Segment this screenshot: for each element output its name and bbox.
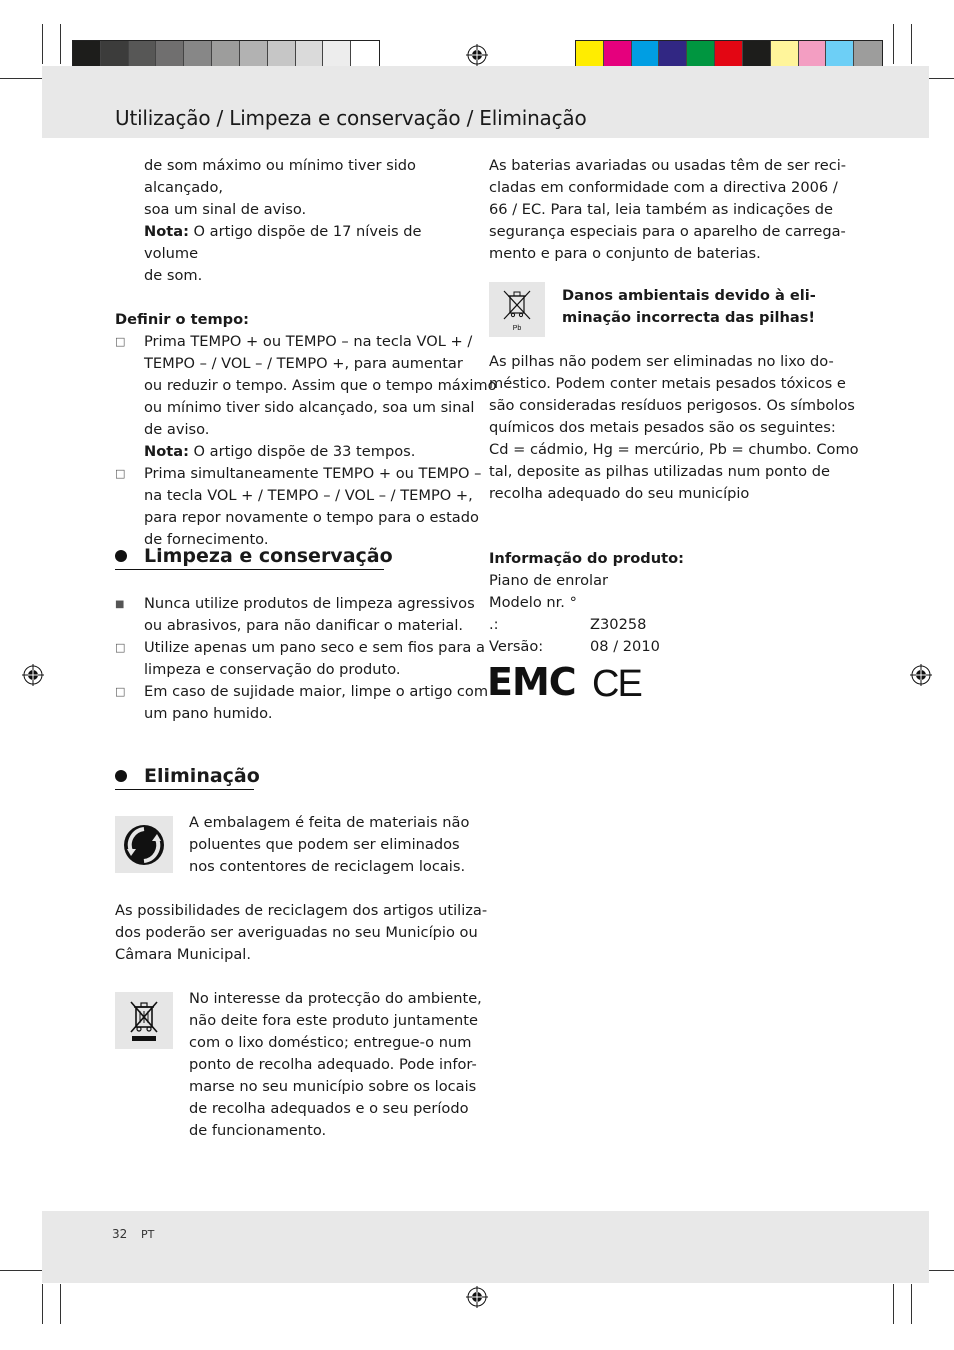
model-row <box>489 592 849 636</box>
color-swatch <box>826 41 854 68</box>
recycling-text <box>115 900 488 966</box>
color-swatch <box>240 41 268 68</box>
checkbox-bullet-icon: □ <box>115 641 126 654</box>
color-swatch <box>129 41 157 68</box>
color-swatch <box>156 41 184 68</box>
text-line: não deite fora este produto juntamente <box>189 1012 479 1029</box>
text-line: Prima simultaneamente TEMPO + ou TEMPO – <box>144 465 482 482</box>
text-line: nos contentores de reciclagem locais. <box>189 858 466 875</box>
checkbox-bullet-icon: □ <box>115 467 126 480</box>
text-line: químicos dos metais pesados são os seguintes: <box>489 419 836 436</box>
text-line: Cd = cádmio, Hg = mercúrio, Pb = chumbo. Como <box>489 441 859 458</box>
text-line: na tecla VOL + / TEMPO – / VOL – / TEMPO +, <box>144 487 473 504</box>
text-line: segurança especiais para o aparelho de carrega- <box>489 223 846 240</box>
color-swatch <box>73 41 101 68</box>
color-swatch <box>296 41 324 68</box>
text-line: de som máximo ou mínimo tiver sido alcançado, <box>144 157 416 196</box>
note-label: Nota: <box>144 223 189 240</box>
text-line: No interesse da protecção do ambiente, <box>189 990 482 1007</box>
text-line: As possibilidades de reciclagem dos artigos utiliza- <box>115 902 488 919</box>
text-line: são consideradas resíduos perigosos. Os símbolos <box>489 397 855 414</box>
text-line: Nunca utilize produtos de limpeza agressivos <box>144 595 475 612</box>
text-line: méstico. Podem conter metais pesados tóxicos e <box>489 375 846 392</box>
color-swatch <box>771 41 799 68</box>
text-line: ponto de recolha adequado. Pode infor- <box>189 1056 477 1073</box>
text-line: Danos ambientais devido à eli- <box>562 287 816 304</box>
color-swatch <box>715 41 743 68</box>
text-line: de funcionamento. <box>189 1122 327 1139</box>
section-heading-cleaning <box>115 545 393 567</box>
checkbox-bullet-icon: □ <box>115 685 126 698</box>
battery-warning <box>562 285 852 329</box>
section-underline <box>115 569 384 570</box>
list-item <box>115 463 482 551</box>
bullet-dot-icon <box>115 770 127 782</box>
text-line: recolha adequado do seu município <box>489 485 750 502</box>
tempo-heading: Definir o tempo: <box>115 311 249 328</box>
battery-icon-label: Pb <box>512 324 522 332</box>
color-swatch <box>101 41 129 68</box>
section-title: Eliminação <box>144 765 260 787</box>
gray-color-bar <box>72 40 380 69</box>
color-swatch <box>576 41 604 68</box>
note-text: O artigo dispõe de 17 níveis de volume <box>144 223 422 262</box>
page-number: 32 <box>112 1227 128 1241</box>
list-item <box>115 331 497 463</box>
text-line: de recolha adequados e o seu período <box>189 1100 469 1117</box>
text-line: poluentes que podem ser eliminados <box>189 836 460 853</box>
color-swatch <box>323 41 351 68</box>
heavy-metal-text <box>489 351 859 505</box>
registration-mark-icon <box>22 664 44 686</box>
version-value: 08 / 2010 <box>590 638 660 655</box>
left-column-top <box>115 155 497 551</box>
text-line: ou reduzir o tempo. Assim que o tempo máximo <box>144 377 497 394</box>
emc-mark: EMC <box>487 660 576 704</box>
footer-band <box>42 1211 929 1283</box>
square-bullet-icon: ■ <box>115 599 125 610</box>
color-swatch <box>659 41 687 68</box>
ce-mark: CE <box>592 663 641 705</box>
battery-bin-icon <box>489 282 545 337</box>
model-value: Z30258 <box>590 616 647 633</box>
color-swatch <box>854 41 882 68</box>
text-line: dos poderão ser averiguadas no seu Município ou <box>115 924 478 941</box>
checkbox-bullet-icon: □ <box>115 335 126 348</box>
color-swatch <box>212 41 240 68</box>
note-paragraph <box>144 221 470 265</box>
color-swatch <box>799 41 827 68</box>
text-line: Utilize apenas um pano seco e sem fios para a <box>144 639 485 656</box>
text-line: Câmara Municipal. <box>115 946 251 963</box>
packaging-text <box>189 812 469 878</box>
recycling-icon <box>115 816 173 873</box>
section-title: Limpeza e conservação <box>144 545 393 567</box>
text-line: de fornecimento. <box>144 531 269 548</box>
text-line: de som. <box>144 267 203 284</box>
text-line: Em caso de sujidade maior, limpe o artigo com <box>144 683 489 700</box>
color-swatch <box>632 41 660 68</box>
text-line: cladas em conformidade com a directiva 2006 / <box>489 179 838 196</box>
text-line: para repor novamente o tempo para o estado <box>144 509 479 526</box>
page-title: Utilização / Limpeza e conservação / Eliminação <box>115 106 587 130</box>
list-item <box>115 637 485 681</box>
version-row <box>489 636 849 658</box>
text-line: TEMPO – / VOL – / TEMPO +, para aumentar <box>144 355 463 372</box>
color-swatch <box>351 41 379 68</box>
text-line: limpeza e conservação do produto. <box>144 661 401 678</box>
text-line: Prima TEMPO + ou TEMPO – na tecla VOL + / <box>144 333 473 350</box>
crossed-bin-icon <box>115 992 173 1049</box>
text-line: de aviso. <box>144 421 210 438</box>
note-paragraph <box>144 441 470 463</box>
registration-mark-icon <box>910 664 932 686</box>
color-swatch <box>268 41 296 68</box>
text-line: ou mínimo tiver sido alcançado, soa um sinal <box>144 399 475 416</box>
process-color-bar <box>575 40 883 69</box>
version-label: Versão: <box>489 638 544 655</box>
text-line: minação incorrecta das pilhas! <box>562 309 816 326</box>
note-text: O artigo dispõe de 33 tempos. <box>188 443 416 460</box>
text-line: A embalagem é feita de materiais não <box>189 814 470 831</box>
weee-text <box>189 988 482 1142</box>
text-line: As pilhas não podem ser eliminadas no lixo do- <box>489 353 834 370</box>
text-line: As baterias avariadas ou usadas têm de ser reci- <box>489 157 847 174</box>
model-label: Modelo nr. ° .: <box>489 594 577 633</box>
text-line: soa um sinal de aviso. <box>144 201 307 218</box>
list-item <box>115 593 475 637</box>
color-swatch <box>743 41 771 68</box>
registration-mark-icon <box>466 1286 488 1308</box>
list-item <box>115 681 489 725</box>
registration-mark-icon <box>466 44 488 66</box>
text-line: 66 / EC. Para tal, leia também as indicações de <box>489 201 833 218</box>
color-swatch <box>687 41 715 68</box>
text-line: marse no seu município sobre os locais <box>189 1078 477 1095</box>
battery-text <box>489 155 847 265</box>
text-line: um pano humido. <box>144 705 273 722</box>
cleaning-list <box>115 593 489 725</box>
section-heading-disposal <box>115 765 260 787</box>
product-info-heading: Informação do produto: <box>489 550 684 567</box>
section-underline <box>115 789 254 790</box>
product-info <box>489 548 849 658</box>
language-code: PT <box>141 1228 155 1241</box>
text-line: tal, deposite as pilhas utilizadas num ponto de <box>489 463 830 480</box>
text-line: ou abrasivos, para não danificar o material. <box>144 617 464 634</box>
text-line: com o lixo doméstico; entregue-o num <box>189 1034 472 1051</box>
color-swatch <box>184 41 212 68</box>
color-swatch <box>604 41 632 68</box>
product-name: Piano de enrolar <box>489 572 609 589</box>
note-label: Nota: <box>144 443 189 460</box>
bullet-dot-icon <box>115 550 127 562</box>
text-line: mento e para o conjunto de baterias. <box>489 245 761 262</box>
